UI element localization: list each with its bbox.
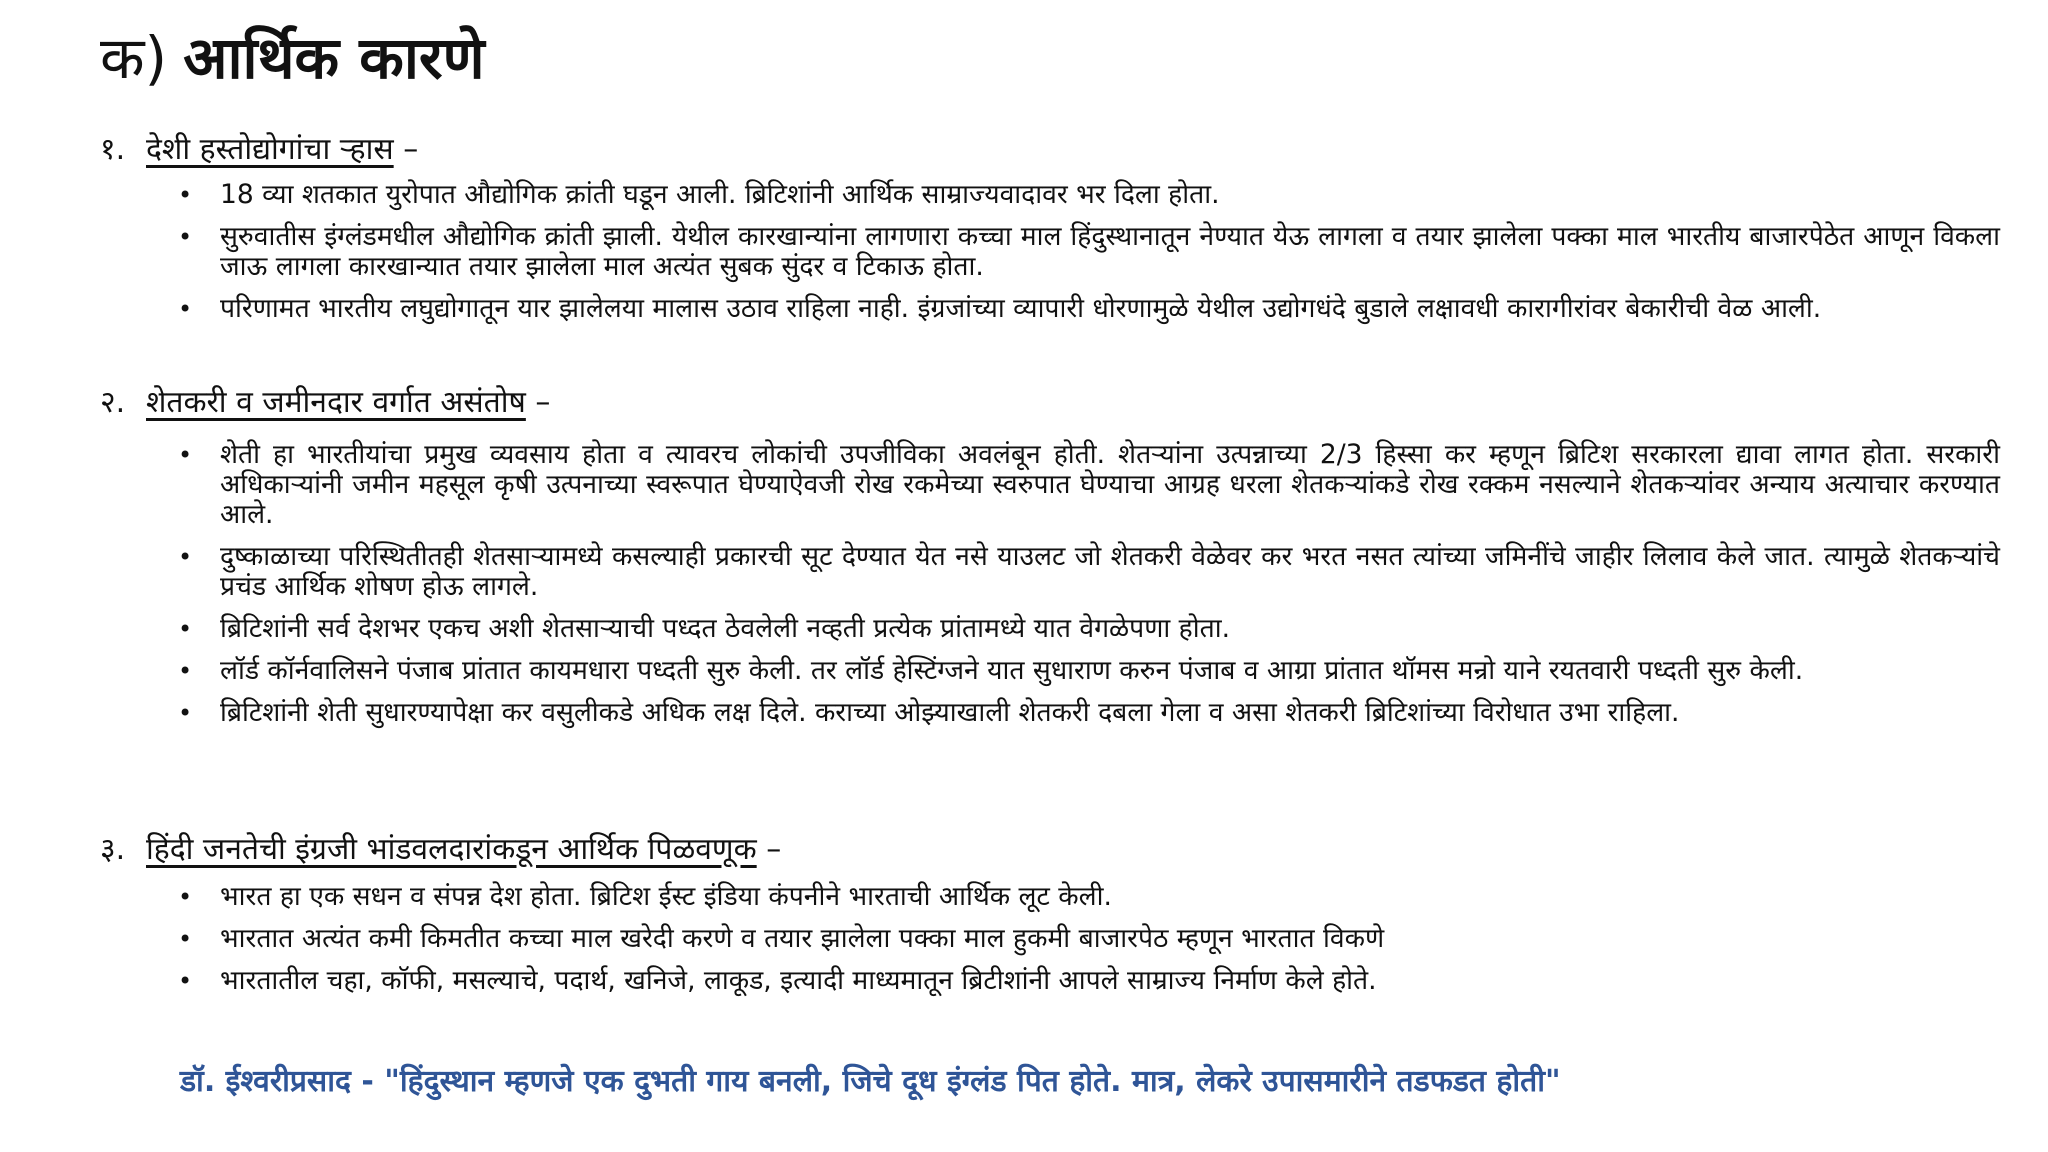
bullet-item: • भारतातील चहा, कॉफी, मसल्याचे, पदार्थ, खनिजे, लाकूड, इत्यादी माध्यमातून ब्रिटीशांनी आपले साम्राज्य निर्माण केले होते. xyxy=(178,966,2000,996)
bullet-item: • ब्रिटिशांनी शेती सुधारण्यापेक्षा कर वसुलीकडे अधिक लक्ष दिले. कराच्या ओझ्याखाली शेतकरी दबला गेला व असा शेतकरी ब्रिटिशांच्या विरोधात उभा राहिला. xyxy=(178,698,2000,728)
bullet-item: • सुरुवातीस इंग्लंडमधील औद्योगिक क्रांती झाली. येथील कारखान्यांना लागणारा कच्चा माल हिंदुस्थानातून नेण्यात येऊ लागला व तयार झालेला पक्का माल भारतीय बाजारपेठेत आणून विकला जाऊ लागला कारखान्यात तयार झालेला माल अत्यंत सुबक सुंदर व टिकाऊ होता. xyxy=(178,222,2000,282)
bullet-item: • परिणामत भारतीय लघुद्योगातून यार झालेलया मालास उठाव राहिला नाही. इंग्रजांच्या व्यापारी धोरणामुळे येथील उद्योगधंदे बुडाले लक्षावधी कारागीरांवर बेकारीची वेळ आली. xyxy=(178,294,2000,324)
section-3-bullets xyxy=(178,882,2000,1008)
bullet-item: • ब्रिटिशांनी सर्व देशभर एकच अशी शेतसाऱ्याची पध्दत ठेवलेली नव्हती प्रत्येक प्रांतामध्ये यात वेगळेपणा होता. xyxy=(178,614,2000,644)
section-dash: – xyxy=(535,385,551,420)
section-heading-1 xyxy=(100,130,418,170)
bullet-item: • शेती हा भारतीयांचा प्रमुख व्यवसाय होता व त्यावरच लोकांची उपजीविका अवलंबून होती. शेतऱ्यांना उत्पन्नाच्या 2/3 हिस्सा कर म्हणून ब्रिटिश सरकारला द्यावा लागत होता. सरकारी अधिकाऱ्यांनी जमीन महसूल कृषी उत्पनाच्या स्वरूपात घेण्याऐवजी रोख रकमेच्या स्वरुपात घेण्याचा आग्रह धरला शेतकऱ्यांकडे रोख रक्कम नसल्याने शेतकऱ्यांवर अन्याय अत्याचार करण्यात आले. xyxy=(178,440,2000,530)
quote-text: डॉ. ईश्वरीप्रसाद - "हिंदुस्थान म्हणजे एक दुभती गाय बनली, जिचे दूध इंग्लंड पित होते. मात्र, लेकरे उपासमारीने तडफडत होती" xyxy=(180,1064,1561,1099)
section-number: १. xyxy=(100,132,126,167)
section-heading-text: हिंदी जनतेची इंग्रजी भांडवलदारांकडून आर्थिक पिळवणूक xyxy=(146,832,757,867)
bullet-item: • भारतात अत्यंत कमी किमतीत कच्चा माल खरेदी करणे व तयार झालेला पक्का माल हुकमी बाजारपेठ म्हणून भारतात विकणे xyxy=(178,924,2000,954)
bullet-item: • लॉर्ड कॉर्नवालिसने पंजाब प्रांतात कायमधारा पध्दती सुरु केली. तर लॉर्ड हेस्टिंग्जने यात सुधाराण करुन पंजाब व आग्रा प्रांतात थॉमस मन्रो याने रयतवारी पध्दती सुरु केली. xyxy=(178,656,2000,686)
section-dash: – xyxy=(766,832,782,867)
bullet-item: • 18 व्या शतकात युरोपात औद्योगिक क्रांती घडून आली. ब्रिटिशांनी आर्थिक साम्राज्यवादावर भर दिला होता. xyxy=(178,180,2000,210)
section-heading-2 xyxy=(100,383,550,423)
section-1-bullets xyxy=(178,180,2000,336)
section-number: २. xyxy=(100,385,126,420)
bullet-item: • भारत हा एक सधन व संपन्न देश होता. ब्रिटिश ईस्ट इंडिया कंपनीने भारताची आर्थिक लूट केली. xyxy=(178,882,2000,912)
section-heading-text: देशी हस्तोद्योगांचा ऱ्हास xyxy=(146,132,394,167)
title-main: आर्थिक कारणे xyxy=(183,24,485,92)
section-heading-3 xyxy=(100,830,781,870)
section-heading-text: शेतकरी व जमीनदार वर्गात असंतोष xyxy=(146,385,526,420)
title-prefix: क) xyxy=(100,24,168,92)
section-dash: – xyxy=(403,132,419,167)
section-number: ३. xyxy=(100,832,126,867)
bullet-item: • दुष्काळाच्या परिस्थितीतही शेतसाऱ्यामध्ये कसल्याही प्रकारची सूट देण्यात येत नसे याउलट जो शेतकरी वेळेवर कर भरत नसत त्यांच्या जमिनींचे जाहीर लिलाव केले जात. त्यामुळे शेतकऱ्यांचे प्रचंड आर्थिक शोषण होऊ लागले. xyxy=(178,542,2000,602)
section-2-bullets xyxy=(178,440,2000,740)
slide-title xyxy=(100,18,485,98)
